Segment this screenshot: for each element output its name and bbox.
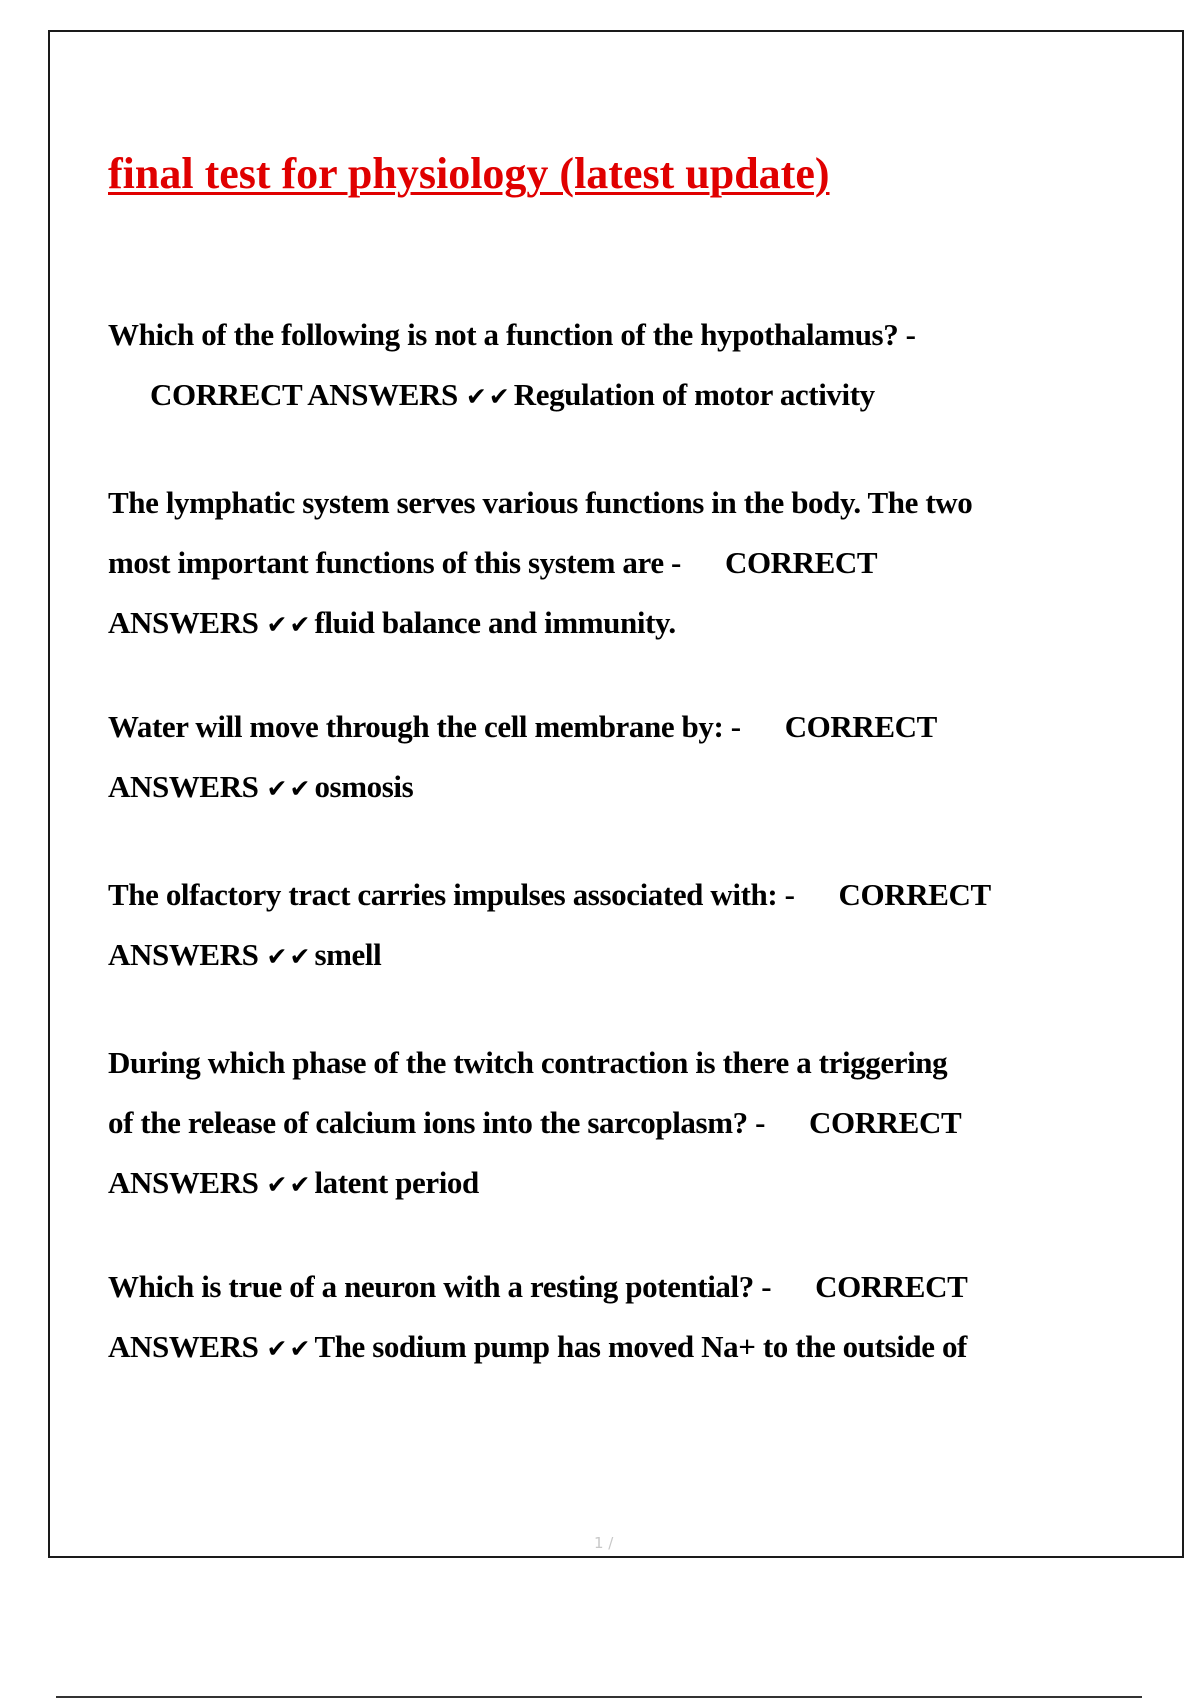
question-line — [108, 1033, 1048, 1093]
question-text: The lymphatic system serves various functions in the body. The two — [108, 485, 973, 520]
page-number: 1 / — [594, 1534, 614, 1552]
question-text: Water will move through the cell membrane by: - — [108, 709, 741, 744]
answer-label: CORRECT — [815, 1269, 968, 1304]
question-block-1 — [108, 305, 1048, 427]
answer-line — [108, 925, 1048, 987]
question-line — [108, 533, 1048, 593]
answer-text: latent period — [314, 1165, 479, 1200]
question-line — [108, 305, 1048, 365]
question-text: most important functions of this system are - — [108, 545, 681, 580]
question-line — [108, 1093, 1048, 1153]
answer-line — [108, 757, 1048, 819]
answer-label: CORRECT — [784, 709, 937, 744]
double-check-icon: ✔✔ — [465, 382, 512, 411]
question-line — [108, 473, 1048, 533]
answer-line — [108, 1153, 1048, 1215]
question-text: of the release of calcium ions into the sarcoplasm? - — [108, 1105, 765, 1140]
answer-line — [108, 1317, 1048, 1379]
bottom-divider — [56, 1696, 1142, 1698]
double-check-icon: ✔✔ — [266, 610, 313, 639]
double-check-icon: ✔✔ — [266, 1170, 313, 1199]
question-block-4 — [108, 865, 1048, 987]
document-title: final test for physiology (latest update) — [108, 149, 830, 198]
answer-label: CORRECT — [724, 545, 878, 580]
answer-label: ANSWERS — [108, 1165, 259, 1200]
question-text: During which phase of the twitch contraction is there a triggering — [108, 1045, 948, 1080]
question-text: Which of the following is not a function of the hypothalamus? - — [108, 317, 916, 352]
question-block-5 — [108, 1033, 1048, 1215]
answer-label: ANSWERS — [108, 769, 259, 804]
double-check-icon: ✔✔ — [266, 942, 313, 971]
answer-text: smell — [314, 937, 382, 972]
question-text: The olfactory tract carries impulses associated with: - — [108, 877, 795, 912]
answer-line — [108, 365, 1048, 427]
question-block-6 — [108, 1257, 1048, 1379]
answer-text: The sodium pump has moved Na+ to the outside of — [314, 1329, 967, 1364]
double-check-icon: ✔✔ — [266, 1334, 313, 1363]
answer-label: CORRECT ANSWERS — [150, 377, 458, 412]
answer-line — [108, 593, 1048, 655]
double-check-icon: ✔✔ — [266, 774, 313, 803]
question-line — [108, 865, 1048, 925]
question-block-2 — [108, 473, 1048, 655]
question-block-3 — [108, 697, 1048, 819]
answer-label: ANSWERS — [108, 1329, 259, 1364]
answer-text: fluid balance and immunity. — [314, 605, 676, 640]
answer-label: CORRECT — [809, 1105, 962, 1140]
question-line — [108, 697, 1048, 757]
question-text: Which is true of a neuron with a resting potential? - — [108, 1269, 772, 1304]
answer-label: CORRECT — [838, 877, 991, 912]
answer-label: ANSWERS — [108, 937, 259, 972]
answer-text: osmosis — [314, 769, 414, 804]
question-line — [108, 1257, 1048, 1317]
answer-label: ANSWERS — [108, 605, 259, 640]
answer-text: Regulation of motor activity — [513, 377, 875, 412]
